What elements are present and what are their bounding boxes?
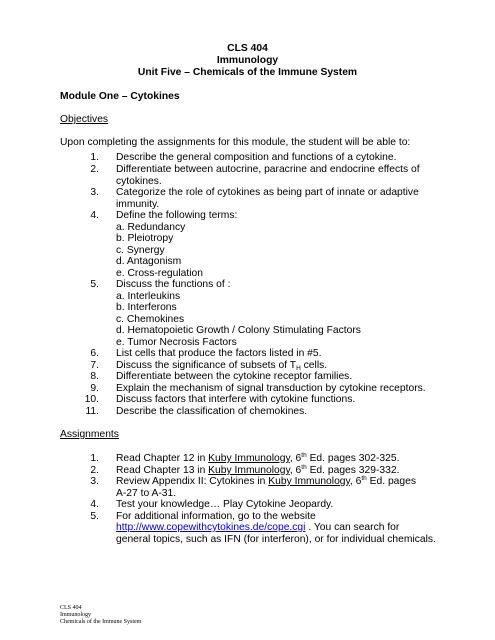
objective-text: Describe the classification of chemokines. bbox=[116, 406, 308, 417]
objective-subitem: c. Chemokines bbox=[116, 314, 185, 325]
objective-number: 8. bbox=[90, 371, 99, 382]
objective-text: Explain the mechanism of signal transduction by cytokine receptors. bbox=[116, 383, 426, 394]
objective-subitem: b. Pleiotropy bbox=[116, 233, 174, 244]
objective-text: Define the following terms: bbox=[116, 210, 238, 221]
objective-number: 9. bbox=[90, 383, 99, 394]
assignment-number: 2. bbox=[90, 465, 99, 476]
objective-text: Discuss the functions of : bbox=[116, 279, 231, 290]
objective-subitem: d. Hematopoietic Growth / Colony Stimulating Factors bbox=[116, 325, 361, 336]
objective-text: Categorize the role of cytokines as being part of innate or adaptive bbox=[116, 187, 419, 198]
objective-text: Discuss the significance of subsets of $T_H$ cells. bbox=[116, 360, 328, 372]
assignment-text-cont: general topics, such as IFN (for interferon), or for individual chemicals. bbox=[116, 534, 436, 545]
subject-title: Immunology bbox=[216, 55, 279, 66]
objective-text: List cells that produce the factors listed in #5. bbox=[116, 348, 322, 359]
footer-unit: Chemicals of the Immune System bbox=[60, 619, 142, 625]
unit-title: Unit Five – Chemicals of the Immune System bbox=[137, 67, 358, 78]
objective-number: 7. bbox=[90, 360, 99, 371]
cytokines-website-link[interactable]: http://www.copewithcytokines.de/cope.cgi bbox=[116, 522, 306, 533]
objective-subitem: e. Cross-regulation bbox=[116, 268, 203, 279]
objective-text: Describe the general composition and functions of a cytokine. bbox=[116, 152, 397, 163]
objective-subitem: a. Redundancy bbox=[116, 222, 186, 233]
assignment-number: 4. bbox=[90, 499, 99, 510]
objective-text-cont: cytokines. bbox=[116, 176, 162, 187]
objective-subitem: c. Synergy bbox=[116, 245, 165, 256]
objective-number: 1. bbox=[90, 152, 99, 163]
assignment-text: For additional information, go to the website bbox=[116, 511, 316, 522]
objective-text: Differentiate between autocrine, paracrine and endocrine effects of bbox=[116, 164, 420, 175]
footer-course: CLS 404 bbox=[60, 605, 82, 611]
book-title: Kuby Immunology bbox=[208, 453, 290, 464]
assignment-text: Read Chapter 12 in Kuby Immunology, 6th Ed. pages 302-325. bbox=[116, 452, 400, 464]
objective-number: 4. bbox=[90, 210, 99, 221]
assignment-number: 5. bbox=[90, 511, 99, 522]
assignment-text-cont: A-27 to A-31. bbox=[116, 488, 177, 499]
assignment-number: 3. bbox=[90, 476, 99, 487]
course-title: CLS 404 bbox=[227, 43, 268, 54]
assignments-heading: Assignments bbox=[60, 429, 119, 440]
objective-number: 3. bbox=[90, 187, 99, 198]
footer-subject: Immunology bbox=[60, 612, 91, 618]
objective-subitem: e. Tumor Necrosis Factors bbox=[116, 337, 237, 348]
objective-number: 2. bbox=[90, 164, 99, 175]
module-title: Module One – Cytokines bbox=[60, 91, 180, 102]
assignment-text: Test your knowledge… Play Cytokine Jeopardy. bbox=[116, 499, 334, 510]
objective-subitem: b. Interferons bbox=[116, 302, 177, 313]
assignment-number: 1. bbox=[90, 453, 99, 464]
objectives-intro: Upon completing the assignments for this module, the student will be able to: bbox=[60, 137, 411, 148]
objective-text-cont: immunity. bbox=[116, 199, 160, 210]
objective-number: 10. bbox=[84, 394, 99, 405]
objective-number: 6. bbox=[90, 348, 99, 359]
objective-text: Differentiate between the cytokine receptor families. bbox=[116, 371, 353, 382]
objective-number: 5. bbox=[90, 279, 99, 290]
objectives-heading: Objectives bbox=[60, 114, 109, 125]
objective-subitem: a. Interleukins bbox=[116, 291, 181, 302]
objective-subitem: d. Antagonism bbox=[116, 256, 182, 267]
objective-number: 11. bbox=[85, 406, 99, 417]
book-title: Kuby Immunology bbox=[208, 465, 290, 476]
assignment-text: Review Appendix II: Cytokines in Kuby Immunology, 6th Ed. pages bbox=[116, 475, 417, 487]
objective-text: Discuss factors that interfere with cytokine functions. bbox=[116, 394, 356, 405]
book-title: Kuby Immunology bbox=[268, 476, 350, 487]
assignment-text: Read Chapter 13 in Kuby Immunology, 6th Ed. pages 329-332. bbox=[116, 464, 400, 476]
assignment-text: http://www.copewithcytokines.de/cope.cgi . You can search for bbox=[116, 522, 400, 533]
